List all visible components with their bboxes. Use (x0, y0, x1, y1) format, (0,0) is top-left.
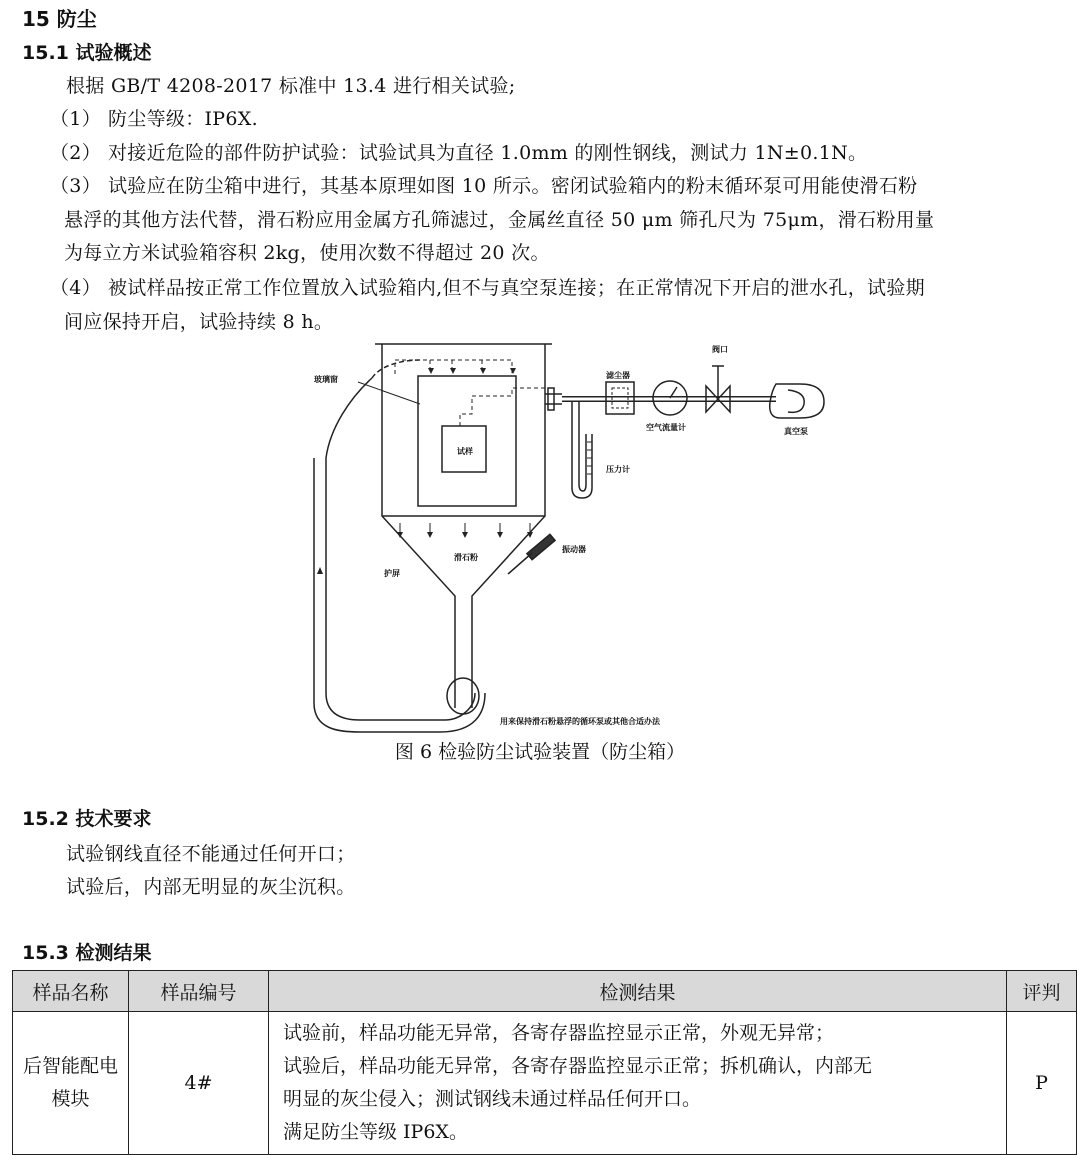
label-vacuum-pump: 真空泵 (784, 427, 808, 436)
item-1 (50, 103, 258, 136)
label-glass-window: 玻璃窗 (314, 375, 338, 384)
label-valve: 阀口 (712, 345, 728, 354)
results-table (12, 970, 1077, 1155)
table-header-row (13, 971, 1077, 1012)
label-circulation-note: 用来保持滑石粉悬浮的循环泵或其他合适办法 (500, 717, 660, 726)
col-header-sample-id: 样品编号 (129, 971, 269, 1012)
item-text: 试验应在防尘箱中进行，其基本原理如图 10 所示。密闭试验箱内的粉末循环泵可用能使滑石粉 (108, 175, 918, 197)
col-header-result: 检测结果 (269, 971, 1007, 1012)
item-3-line-2: 悬浮的其他方法代替，滑石粉应用金属方孔筛滤过，金属丝直径 50 μm 筛孔尺为 75μm，滑石粉用量 (64, 209, 935, 231)
item-4 (50, 272, 925, 305)
item-text: 对接近危险的部件防护试验：试验试具为直径 1.0mm 的刚性钢线，测试力 1N±0.1N。 (108, 142, 868, 164)
cell-sample-id: 4# (129, 1012, 269, 1155)
item-text: 防尘等级：IP6X. (108, 108, 258, 130)
requirement-line: 试验后，内部无明显的灰尘沉积。 (66, 876, 356, 898)
intro-text: 根据 GB/T 4208-2017 标准中 13.4 进行相关试验; (66, 75, 516, 97)
sample-name: 后智能配电模块 (22, 1055, 118, 1110)
requirements-heading: 15.2 技术要求 (22, 808, 152, 830)
section-heading: 15 防尘 (22, 7, 97, 31)
item-number: （1） (50, 108, 101, 130)
results-heading: 15.3 检测结果 (22, 942, 152, 964)
label-filter: 滤尘器 (606, 371, 630, 380)
vacuum-pump (770, 384, 824, 418)
result-line: 试验前，样品功能无异常，各寄存器监控显示正常，外观无异常； (283, 1022, 835, 1044)
result-line: 试验后，样品功能无异常，各寄存器监控显示正常；拆机确认，内部无 (283, 1055, 873, 1077)
item-2 (50, 137, 867, 170)
col-header-verdict: 评判 (1007, 971, 1077, 1012)
item-4-line-2: 间应保持开启，试验持续 8 h。 (64, 311, 334, 333)
requirement-line: 试验钢线直径不能通过任何开口； (66, 843, 356, 865)
col-header-sample-name: 样品名称 (13, 971, 129, 1012)
cell-result-detail (269, 1012, 1007, 1155)
label-screen: 护屏 (384, 569, 400, 578)
label-vibrator: 振动器 (562, 545, 586, 554)
cell-sample-name (13, 1012, 129, 1155)
item-3-line-3: 为每立方米试验箱容积 2kg，使用次数不得超过 20 次。 (64, 242, 550, 264)
vibrator-device (508, 534, 555, 574)
label-pressure-gauge: 压力计 (606, 465, 630, 474)
dust-chamber-diagram (300, 338, 830, 738)
overview-heading: 15.1 试验概述 (22, 42, 152, 64)
item-3 (50, 170, 917, 203)
suction-line (460, 388, 550, 426)
table-row (13, 1012, 1077, 1155)
result-line: 明显的灰尘侵入；测试钢线未通过样品任何开口。 (283, 1088, 702, 1110)
figure-caption: 图 6 检验防尘试验装置（防尘箱） (394, 741, 686, 763)
result-line: 满足防尘等级 IP6X。 (283, 1121, 468, 1143)
label-talc: 滑石粉 (454, 553, 478, 562)
chamber-body (382, 344, 545, 708)
item-number: （3） (50, 175, 101, 197)
cell-verdict: P (1007, 1012, 1077, 1155)
item-number: （2） (50, 142, 101, 164)
item-number: （4） (50, 277, 101, 299)
label-flowmeter: 空气流量计 (646, 423, 686, 432)
label-sample: 试样 (457, 447, 473, 456)
valve (706, 366, 730, 412)
item-text: 被试样品按正常工作位置放入试验箱内,但不与真空泵连接；在正常情况下开启的泄水孔，试验期 (108, 277, 925, 299)
